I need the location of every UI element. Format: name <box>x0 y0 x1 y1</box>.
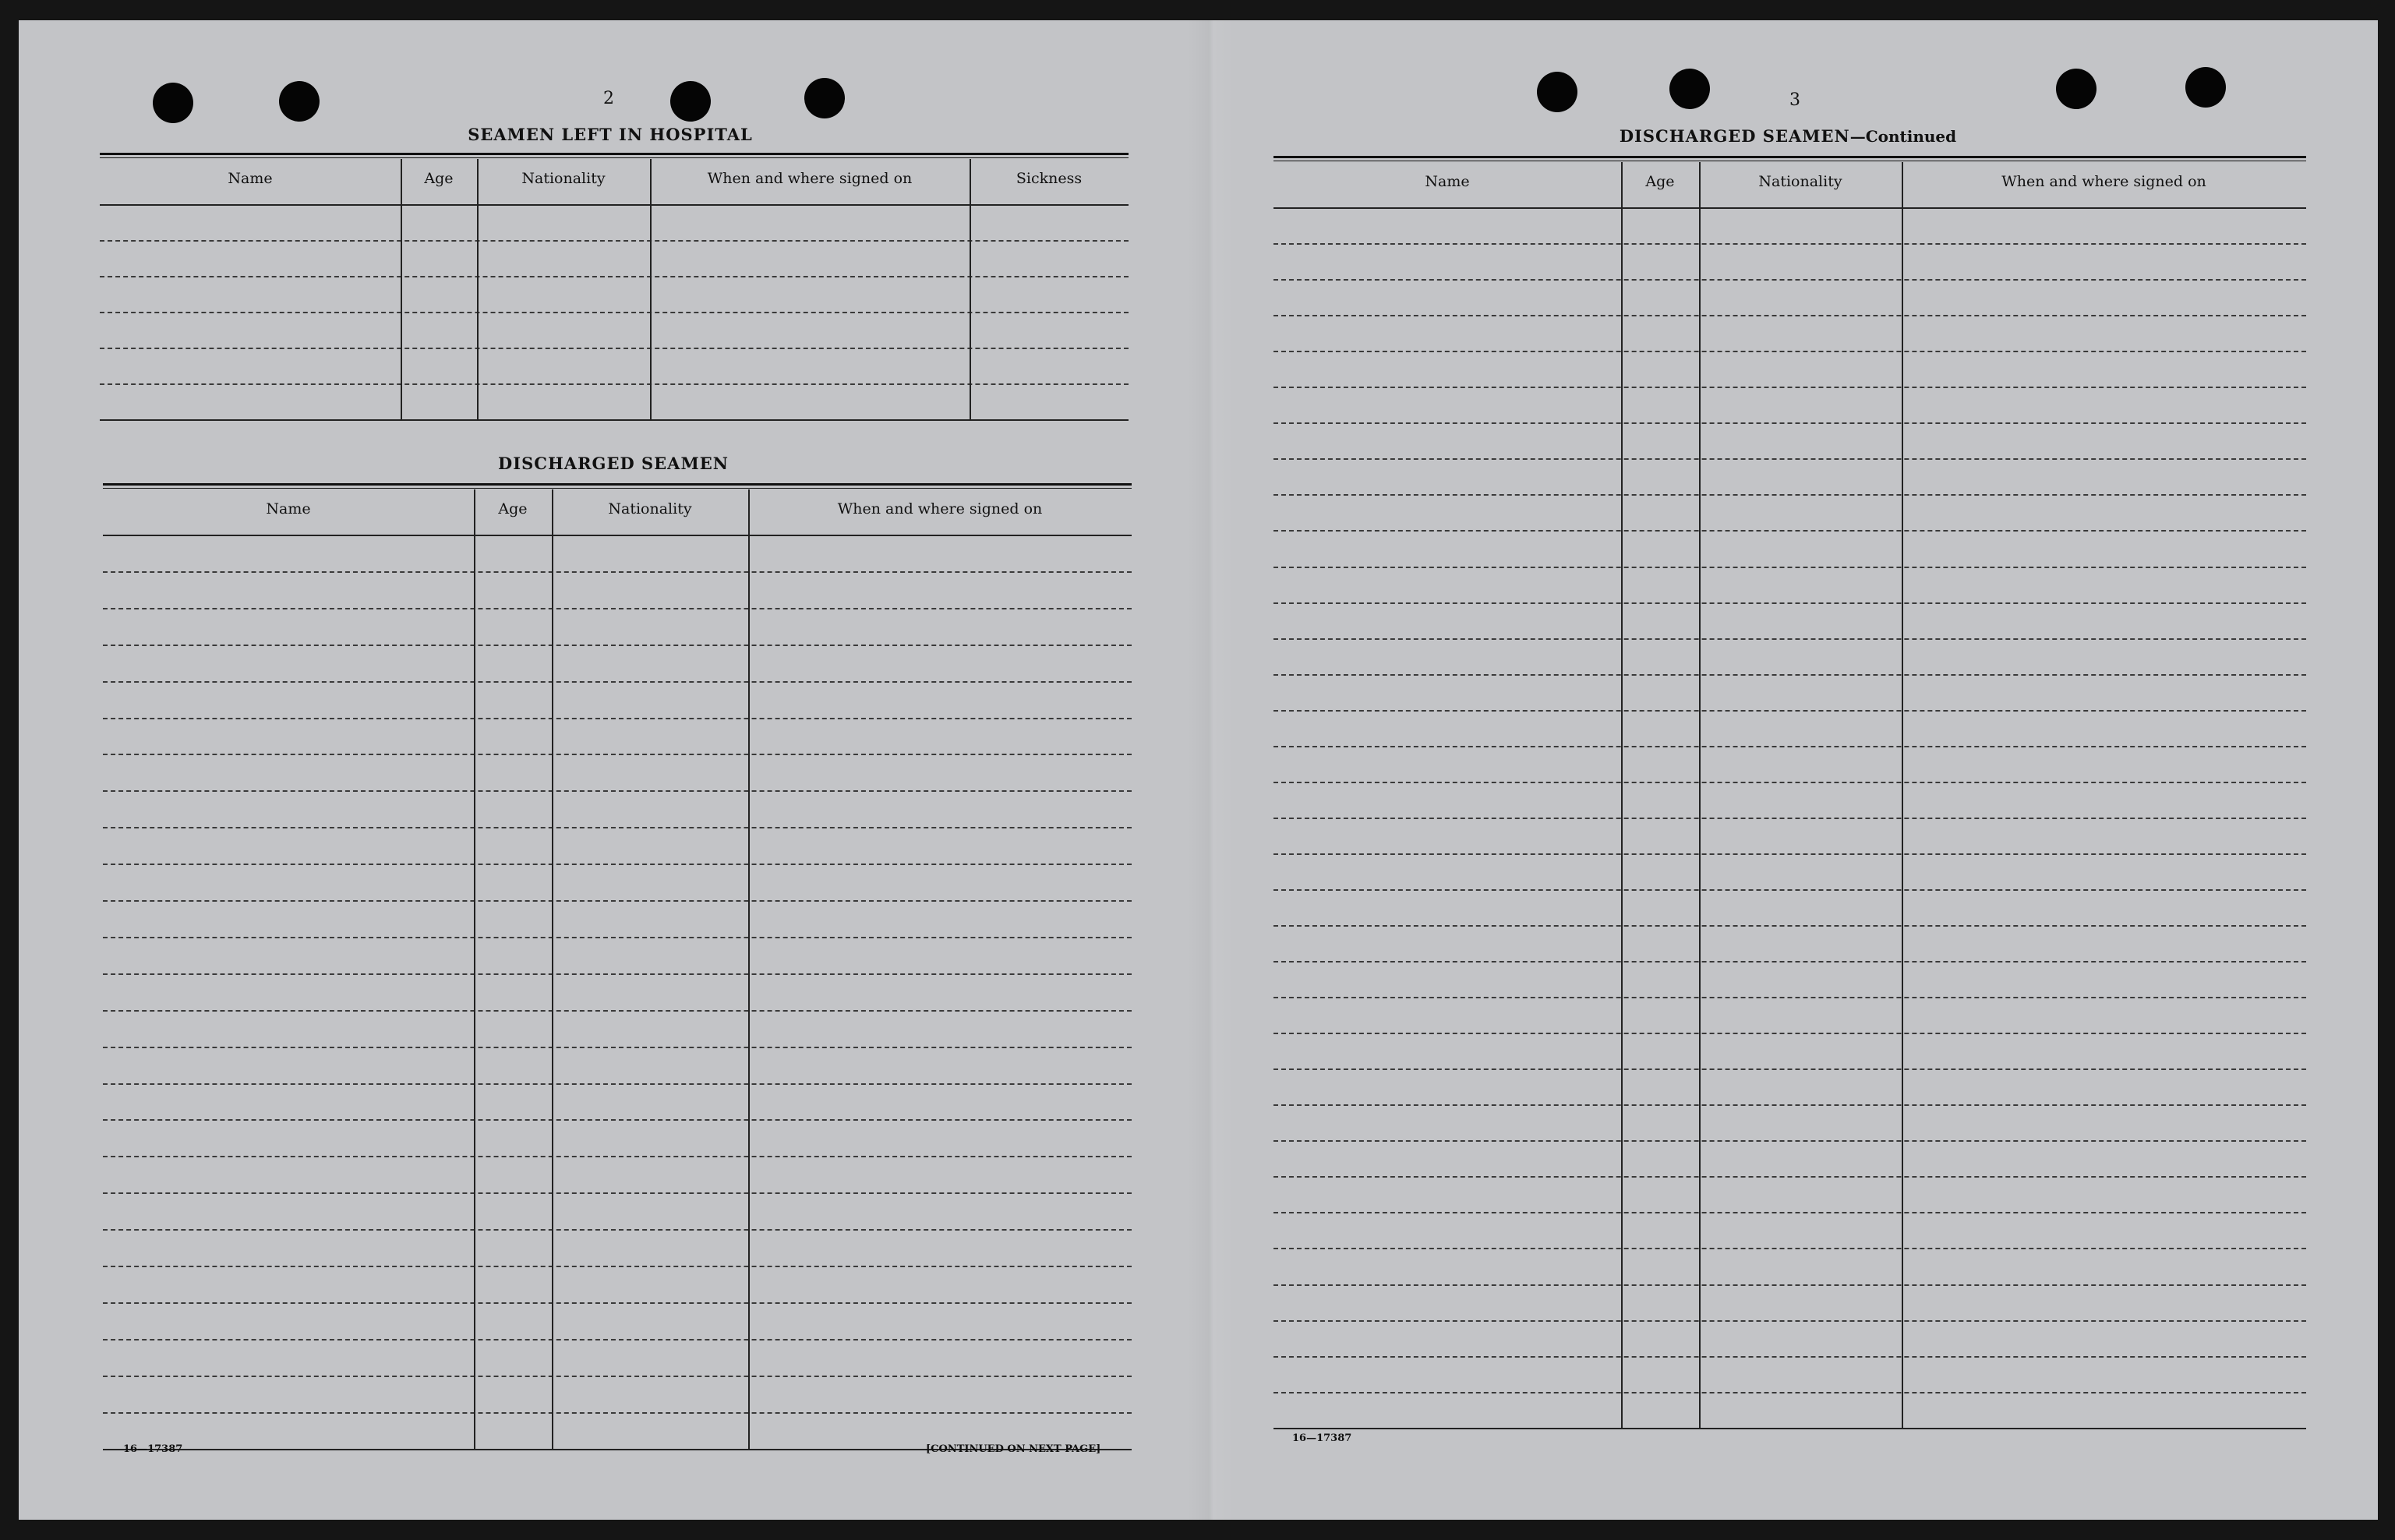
table-row <box>103 790 1132 792</box>
table-row <box>103 864 1132 865</box>
table-row <box>1273 422 2306 424</box>
discharged-continued-title-suffix: —Continued <box>1849 127 1957 146</box>
discharged-continued-title <box>1273 126 2302 146</box>
column-header: Age <box>1645 173 1675 190</box>
table-row <box>1273 1428 2306 1429</box>
table-row <box>103 1047 1132 1048</box>
table-row <box>100 312 1129 313</box>
table-row <box>103 827 1132 828</box>
discharged-section-title: DISCHARGED SEAMEN <box>498 454 729 473</box>
discharged-table-right <box>1273 156 2306 1428</box>
table-row <box>1273 279 2306 281</box>
table-row <box>1273 351 2306 352</box>
table-row <box>1273 1104 2306 1106</box>
table-row <box>103 1192 1132 1194</box>
column-header: Name <box>266 500 311 517</box>
table-row <box>103 681 1132 683</box>
header-rule <box>103 535 1132 536</box>
table-row <box>103 1266 1132 1267</box>
table-row <box>103 1229 1132 1231</box>
table-row <box>1273 315 2306 316</box>
column-header: Name <box>228 170 273 187</box>
table-row <box>1273 1068 2306 1070</box>
table-row <box>103 571 1132 573</box>
table-row <box>1273 1212 2306 1213</box>
table-row <box>103 1156 1132 1157</box>
form-number-right: 16—17387 <box>1292 1432 1352 1444</box>
table-row <box>1273 997 2306 998</box>
table-row <box>1273 530 2306 532</box>
table-row <box>100 240 1129 242</box>
table-row <box>1273 1248 2306 1249</box>
table-row <box>1273 602 2306 604</box>
table-top-rule <box>103 483 1132 489</box>
table-row <box>1273 243 2306 245</box>
column-divider <box>748 489 750 1449</box>
column-divider <box>401 159 402 419</box>
column-header: When and where signed on <box>837 500 1043 517</box>
header-rule <box>1273 207 2306 209</box>
table-row <box>1273 458 2306 460</box>
table-row <box>1273 638 2306 640</box>
table-row <box>1273 1176 2306 1178</box>
table-row <box>103 973 1132 975</box>
table-row <box>1273 782 2306 783</box>
header-rule <box>100 204 1129 206</box>
page-number-right: 3 <box>1789 90 1800 110</box>
punch-hole <box>1669 69 1710 109</box>
table-row <box>100 383 1129 385</box>
punch-hole <box>1537 72 1577 112</box>
table-row <box>1273 1140 2306 1142</box>
hospital-section-title: SEAMEN LEFT IN HOSPITAL <box>468 125 753 144</box>
table-row <box>1273 1356 2306 1358</box>
table-row <box>1273 1033 2306 1034</box>
table-row <box>1273 674 2306 676</box>
discharged-continued-title-main: DISCHARGED SEAMEN <box>1619 126 1850 146</box>
form-number-left: 16—17387 <box>123 1443 183 1455</box>
table-row <box>103 1376 1132 1377</box>
column-header: Nationality <box>1758 173 1842 190</box>
table-row <box>103 1412 1132 1414</box>
page-fold <box>1188 20 1235 1520</box>
column-divider <box>970 159 971 419</box>
table-top-rule <box>1273 156 2306 161</box>
hospital-table <box>100 153 1129 449</box>
table-row <box>1273 387 2306 388</box>
punch-hole <box>153 83 193 123</box>
punch-hole <box>2185 67 2226 108</box>
column-header: When and where signed on <box>707 170 913 187</box>
table-row <box>103 1119 1132 1121</box>
column-header: Age <box>498 500 528 517</box>
punch-hole <box>279 81 320 122</box>
table-row <box>100 419 1129 421</box>
column-header: When and where signed on <box>2001 173 2206 190</box>
table-top-rule <box>100 153 1129 158</box>
table-row <box>103 718 1132 719</box>
table-row <box>1273 710 2306 712</box>
column-header: Nationality <box>521 170 606 187</box>
page-number-left: 2 <box>603 89 614 108</box>
table-row <box>103 608 1132 609</box>
punch-hole <box>2056 69 2097 109</box>
punch-hole <box>804 78 845 118</box>
table-row <box>103 754 1132 755</box>
table-row <box>1273 1392 2306 1393</box>
table-row <box>1273 818 2306 819</box>
table-row <box>1273 853 2306 855</box>
table-row <box>103 645 1132 646</box>
table-row <box>1273 494 2306 496</box>
table-row <box>1273 567 2306 568</box>
table-row <box>103 1339 1132 1340</box>
table-row <box>100 348 1129 349</box>
column-divider <box>477 159 479 419</box>
table-row <box>1273 925 2306 927</box>
table-row <box>103 937 1132 938</box>
column-divider <box>474 489 475 1449</box>
column-header: Name <box>1425 173 1470 190</box>
column-divider <box>1699 162 1701 1428</box>
column-divider <box>1902 162 1903 1428</box>
table-row <box>103 900 1132 902</box>
table-row <box>100 276 1129 277</box>
column-divider <box>1621 162 1623 1428</box>
continued-note: [CONTINUED ON NEXT PAGE] <box>926 1443 1101 1455</box>
table-row <box>103 1010 1132 1012</box>
form-sheet <box>19 20 2378 1520</box>
table-row <box>1273 746 2306 747</box>
column-header: Sickness <box>1016 170 1083 187</box>
table-row <box>1273 961 2306 962</box>
table-row <box>1273 1320 2306 1322</box>
table-row <box>1273 889 2306 891</box>
table-row <box>103 1302 1132 1304</box>
table-row <box>103 1083 1132 1085</box>
column-divider <box>552 489 553 1449</box>
column-header: Age <box>424 170 454 187</box>
table-row <box>1273 1284 2306 1286</box>
discharged-table-left <box>103 483 1132 1451</box>
column-header: Nationality <box>608 500 692 517</box>
punch-hole <box>670 81 711 122</box>
column-divider <box>650 159 652 419</box>
